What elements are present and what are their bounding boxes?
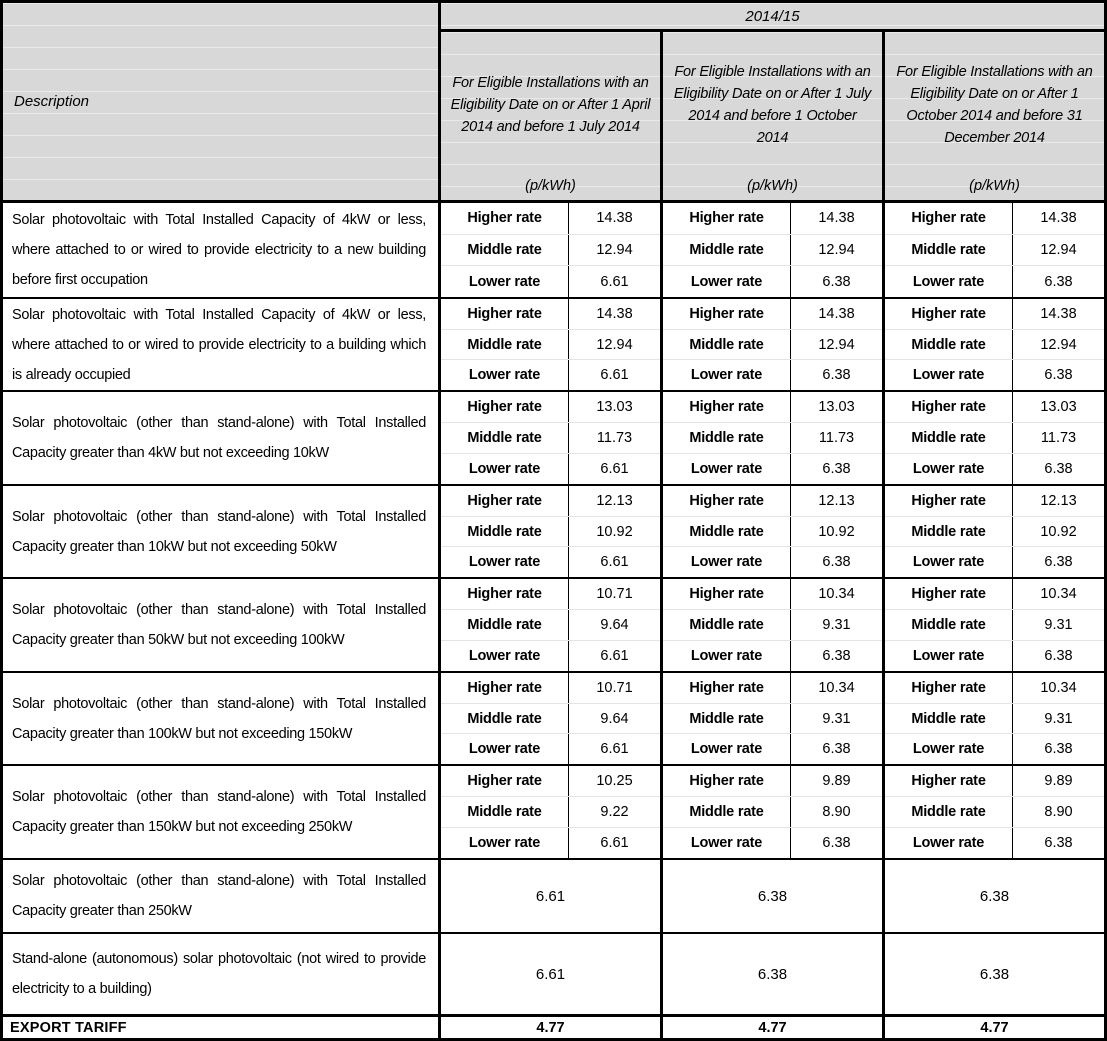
rate-label: Higher rate [911, 210, 986, 227]
rate-value: 11.73 [790, 423, 882, 453]
rate-value: 6.38 [1012, 547, 1104, 577]
rate-label: Middle rate [467, 617, 542, 633]
rate-value: 9.89 [1012, 766, 1104, 796]
rate-label: Middle rate [911, 336, 986, 353]
rate-label: Higher rate [689, 773, 764, 789]
rate-value: 14.38 [1012, 203, 1104, 234]
merged-rate-value: 6.61 [535, 887, 566, 905]
period-header-q1 [441, 32, 660, 200]
rate-group [441, 299, 660, 390]
rate-label: Lower rate [912, 273, 985, 290]
rate-label: Higher rate [689, 492, 764, 509]
rate-label: Middle rate [467, 523, 542, 540]
rate-group [882, 392, 1104, 484]
row-description: Solar photovoltaic (other than stand-alone) with Total Installed Capacity greater than 50kW but not exceeding 100kW [12, 602, 426, 648]
rate-label: Lower rate [912, 648, 985, 664]
rate-value: 9.31 [790, 610, 882, 640]
table-row [3, 484, 1104, 577]
table-row [3, 932, 1104, 1014]
rate-value: 13.03 [790, 392, 882, 422]
rate-value: 12.13 [790, 486, 882, 516]
rate-value: 14.38 [568, 203, 660, 234]
rate-group [660, 673, 882, 764]
rate-value: 6.61 [568, 266, 660, 297]
rate-value: 13.03 [568, 392, 660, 422]
rate-label: Higher rate [689, 399, 764, 415]
rate-group [882, 486, 1104, 577]
rate-value: 10.34 [790, 579, 882, 609]
row-description-cell [3, 579, 441, 671]
rate-value: 8.90 [790, 797, 882, 827]
rate-label: Higher rate [467, 399, 542, 415]
merged-rate-value: 6.38 [660, 860, 882, 932]
rate-value: 6.38 [790, 360, 882, 390]
rate-value: 12.13 [1012, 486, 1104, 516]
rate-label: Lower rate [690, 741, 763, 758]
rate-value: 12.94 [1012, 235, 1104, 266]
rate-label: Lower rate [468, 367, 541, 384]
rate-value: 6.38 [1012, 360, 1104, 390]
rate-label: Middle rate [467, 336, 542, 353]
rate-label: Higher rate [911, 586, 986, 602]
rate-label: Middle rate [467, 430, 542, 446]
rate-label: Lower rate [468, 554, 541, 571]
rate-group [660, 299, 882, 390]
rate-label: Lower rate [690, 273, 763, 290]
rate-value: 6.38 [790, 641, 882, 671]
rate-group [441, 203, 660, 297]
row-description: Solar photovoltaic with Total Installed Capacity of 4kW or less, where attached to or wired to provide electricity to a building which is already occupied [12, 306, 426, 383]
rate-value: 12.13 [568, 486, 660, 516]
rate-value: 9.31 [790, 704, 882, 734]
rate-label: Higher rate [467, 305, 542, 322]
rate-value: 10.92 [568, 517, 660, 547]
rate-label: Middle rate [911, 242, 986, 258]
rate-value: 11.73 [568, 423, 660, 453]
rate-label: Middle rate [911, 617, 986, 633]
rate-label: Middle rate [689, 336, 764, 353]
rate-value: 6.38 [790, 547, 882, 577]
row-description: Solar photovoltaic (other than stand-alone) with Total Installed Capacity greater than 4kW but not exceeding 10kW [12, 415, 426, 461]
rate-value: 10.71 [568, 673, 660, 703]
merged-rate-value: 6.61 [535, 965, 566, 983]
rate-value: 10.25 [568, 766, 660, 796]
row-description-cell [3, 299, 441, 390]
rate-label: Lower rate [468, 461, 541, 477]
row-description: Solar photovoltaic (other than stand-alone) with Total Installed Capacity greater than 250kW [12, 873, 426, 919]
export-tariff-value: 4.77 [660, 1017, 882, 1038]
rate-value: 9.64 [568, 610, 660, 640]
rate-value: 6.38 [1012, 734, 1104, 764]
period-headers [441, 3, 1104, 200]
rate-label: Middle rate [689, 804, 764, 820]
row-description-cell [3, 203, 441, 297]
rate-label: Lower rate [912, 461, 985, 477]
rate-value: 14.38 [1012, 299, 1104, 329]
export-tariff-value: 4.77 [882, 1017, 1104, 1038]
rate-label: Lower rate [468, 835, 541, 851]
rate-label: Lower rate [690, 367, 763, 384]
rate-label: Lower rate [912, 367, 985, 384]
rate-value: 9.64 [568, 704, 660, 734]
rate-label: Middle rate [689, 523, 764, 540]
rate-value: 9.22 [568, 797, 660, 827]
rate-group [441, 673, 660, 764]
table-row [3, 671, 1104, 764]
rate-label: Higher rate [911, 679, 986, 696]
rate-group [660, 486, 882, 577]
rate-label: Higher rate [467, 773, 542, 789]
table-row [3, 390, 1104, 484]
rate-value: 6.38 [790, 828, 882, 858]
row-description: Solar photovoltaic (other than stand-alone) with Total Installed Capacity greater than 100kW but not exceeding 150kW [12, 695, 426, 742]
rate-group [882, 766, 1104, 858]
rate-label: Lower rate [690, 835, 763, 851]
row-description-cell [3, 934, 441, 1014]
rate-label: Middle rate [911, 430, 986, 446]
rate-value: 6.38 [1012, 828, 1104, 858]
row-description: Stand-alone (autonomous) solar photovoltaic (not wired to provide electricity to a building) [12, 951, 426, 997]
rate-label: Middle rate [911, 523, 986, 540]
rate-value: 10.34 [1012, 579, 1104, 609]
rate-label: Higher rate [911, 399, 986, 415]
rate-value: 10.34 [790, 673, 882, 703]
rate-group [441, 766, 660, 858]
row-description-cell [3, 486, 441, 577]
rate-label: Middle rate [467, 710, 542, 727]
rate-value: 12.94 [568, 330, 660, 360]
rate-value: 6.38 [790, 734, 882, 764]
rate-label: Higher rate [467, 679, 542, 696]
row-description: Solar photovoltaic (other than stand-alone) with Total Installed Capacity greater than 10kW but not exceeding 50kW [12, 508, 426, 555]
rate-value: 12.94 [1012, 330, 1104, 360]
unit-label: (p/kWh) [969, 177, 1020, 194]
rate-group [441, 579, 660, 671]
unit-label: (p/kWh) [525, 177, 576, 194]
row-description: Solar photovoltaic (other than stand-alone) with Total Installed Capacity greater than 150kW but not exceeding 250kW [12, 789, 426, 835]
table-row [3, 577, 1104, 671]
unit-label: (p/kWh) [747, 177, 798, 194]
rate-label: Middle rate [467, 804, 542, 820]
rate-label: Lower rate [690, 461, 763, 477]
rate-label: Higher rate [467, 492, 542, 509]
rate-label: Middle rate [911, 804, 986, 820]
period-text: For Eligible Installations with an Eligibility Date on or After 1 April 2014 and before 1 July 2014 [450, 74, 651, 135]
export-tariff-label: EXPORT TARIFF [10, 1019, 127, 1036]
rate-group [441, 392, 660, 484]
rate-label: Higher rate [467, 586, 542, 602]
rate-label: Middle rate [911, 710, 986, 727]
rate-value: 6.38 [1012, 641, 1104, 671]
rate-label: Higher rate [467, 210, 542, 227]
row-description-cell [3, 392, 441, 484]
rate-label: Lower rate [468, 648, 541, 664]
rate-value: 14.38 [568, 299, 660, 329]
rate-label: Higher rate [911, 773, 986, 789]
rate-group [660, 392, 882, 484]
rate-value: 6.61 [568, 360, 660, 390]
row-description: Solar photovoltaic with Total Installed Capacity of 4kW or less, where attached to or wired to provide electricity to a new building before first occupation [12, 212, 426, 288]
rate-value: 12.94 [790, 330, 882, 360]
rate-value: 6.38 [790, 266, 882, 297]
rate-group [882, 579, 1104, 671]
rate-value: 11.73 [1012, 423, 1104, 453]
table-row [3, 764, 1104, 858]
merged-rate-value: 6.38 [882, 860, 1104, 932]
rate-value: 6.61 [568, 547, 660, 577]
export-tariff-value: 4.77 [536, 1019, 565, 1036]
rate-group [660, 203, 882, 297]
table-row [3, 297, 1104, 390]
rate-label: Lower rate [690, 648, 763, 664]
rate-label: Higher rate [689, 210, 764, 227]
rate-group [882, 673, 1104, 764]
rate-label: Lower rate [468, 273, 541, 290]
rate-group [660, 579, 882, 671]
rate-label: Lower rate [912, 835, 985, 851]
rate-label: Lower rate [912, 741, 985, 758]
rate-label: Lower rate [912, 554, 985, 571]
row-description-cell [3, 673, 441, 764]
rate-value: 10.71 [568, 579, 660, 609]
rate-value: 13.03 [1012, 392, 1104, 422]
period-header-q2 [660, 32, 882, 200]
rate-value: 10.92 [1012, 517, 1104, 547]
rate-value: 6.61 [568, 641, 660, 671]
rate-label: Middle rate [467, 242, 542, 258]
rate-label: Higher rate [689, 586, 764, 602]
rate-value: 10.92 [790, 517, 882, 547]
rate-value: 12.94 [790, 235, 882, 266]
rate-value: 6.38 [1012, 454, 1104, 484]
rate-label: Higher rate [911, 492, 986, 509]
merged-rate-value: 6.38 [660, 934, 882, 1014]
rate-value: 8.90 [1012, 797, 1104, 827]
period-header-q3 [882, 32, 1104, 200]
rate-label: Higher rate [689, 679, 764, 696]
rate-label: Higher rate [689, 305, 764, 322]
export-tariff-row [3, 1014, 1104, 1038]
rate-value: 9.31 [1012, 610, 1104, 640]
rate-value: 12.94 [568, 235, 660, 266]
rate-label: Middle rate [689, 617, 764, 633]
row-description-cell [3, 766, 441, 858]
table-header [3, 3, 1104, 203]
rate-value: 14.38 [790, 203, 882, 234]
rate-label: Lower rate [468, 741, 541, 758]
rate-value: 14.38 [790, 299, 882, 329]
merged-rate-value: 6.38 [882, 934, 1104, 1014]
period-text: For Eligible Installations with an Eligibility Date on or After 1 July 2014 and before 1 October 2014 [673, 63, 872, 146]
rate-value: 6.61 [568, 454, 660, 484]
rate-group [882, 299, 1104, 390]
period-text: For Eligible Installations with an Eligibility Date on or After 1 October 2014 and before 31 December 2014 [896, 63, 1093, 146]
rate-value: 6.38 [790, 454, 882, 484]
period-header-row [441, 32, 1104, 200]
year-header-cell: 2014/15 [441, 3, 1104, 32]
table-row [3, 858, 1104, 932]
row-description-cell [3, 860, 441, 932]
rate-value: 9.89 [790, 766, 882, 796]
rate-value: 9.31 [1012, 704, 1104, 734]
rate-value: 10.34 [1012, 673, 1104, 703]
description-header-cell: Description [3, 3, 441, 200]
rate-value: 6.61 [568, 828, 660, 858]
export-tariff-label-cell [3, 1017, 441, 1038]
table-row [3, 203, 1104, 297]
rate-label: Middle rate [689, 242, 764, 258]
rate-label: Higher rate [911, 305, 986, 322]
rate-label: Lower rate [690, 554, 763, 571]
rate-value: 6.38 [1012, 266, 1104, 297]
rate-value: 6.61 [568, 734, 660, 764]
rate-label: Middle rate [689, 430, 764, 446]
rate-group [882, 203, 1104, 297]
rate-group [441, 486, 660, 577]
rate-label: Middle rate [689, 710, 764, 727]
rate-group [660, 766, 882, 858]
